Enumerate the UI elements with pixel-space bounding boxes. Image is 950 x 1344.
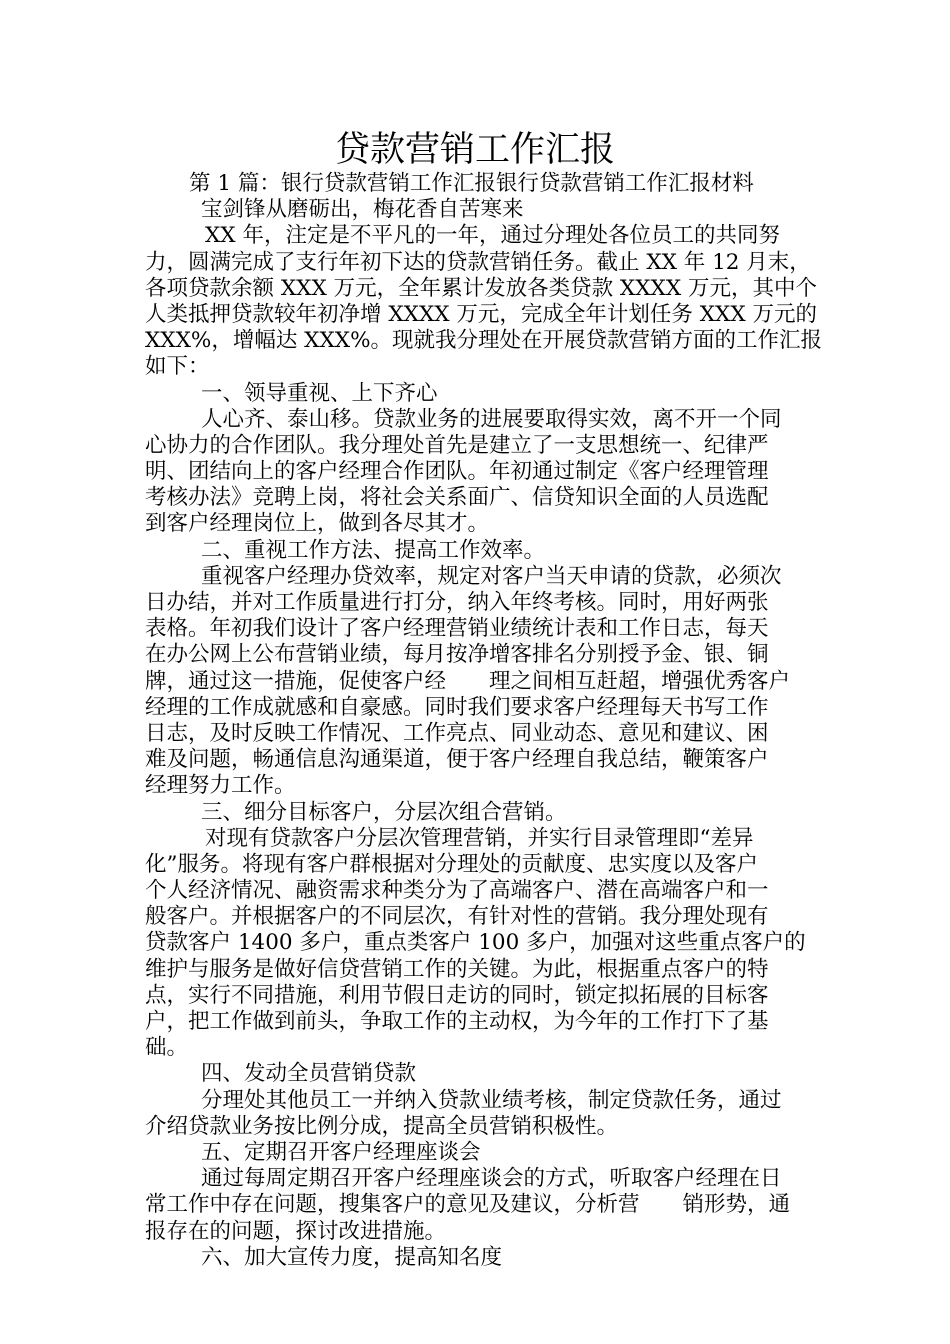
text-line: 个人经济情况、融资需求种类分为了高端客户、潜在高端客户和一 (145, 878, 769, 904)
text-line: 二、重视工作方法、提高工作效率。 (201, 537, 546, 563)
document-title: 贷款营销工作汇报 (334, 130, 615, 170)
text-line: 础。 (145, 1035, 189, 1061)
text-line: 如下： (145, 354, 210, 380)
text-line: 报存在的问题，探讨改进措施。 (145, 1218, 447, 1244)
text-line: 对现有贷款客户分层次管理营销，并实行目录管理即“差异 (205, 825, 754, 851)
text-line: 在办公网上公布营销业绩，每月按净增客排名分别授予金、银、铜 (145, 642, 769, 668)
text-line: 考核办法》竞聘上岗，将社会关系面广、信贷知识全面的人员选配 (145, 485, 769, 511)
text-line: 分理处其他员工一并纳入贷款业绩考核，制定贷款任务，通过 (201, 1087, 782, 1113)
text-line: 日志，及时反映工作情况、工作亮点、同业动态、意见和建议、困 (145, 720, 769, 746)
text-line: 牌，通过这一措施，促使客户经 理之间相互赶超，增强优秀客户 (145, 668, 791, 694)
text-line: 重视客户经理办贷效率，规定对客户当天申请的贷款，必须次 (201, 563, 782, 589)
text-line: 户，把工作做到前头，争取工作的主动权，为今年的工作打下了基 (145, 1009, 769, 1034)
text-line: 人心齐、泰山移。贷款业务的进展要取得实效，离不开一个同 (201, 406, 782, 432)
text-line: 四、发动全员营销贷款 (201, 1061, 417, 1087)
text-line: XXX%，增幅达 XXX%。现就我分理处在开展贷款营销方面的工作汇报 (145, 328, 823, 354)
text-line: 常工作中存在问题，搜集客户的意见及建议，分析营 销形势，通 (145, 1192, 791, 1218)
text-line: 力，圆满完成了支行年初下达的贷款营销任务。截止 XX 年 12 月末， (145, 249, 811, 275)
text-line: 日办结，并对工作质量进行打分，纳入年终考核。同时，用好两张 (145, 590, 769, 615)
text-line: 人类抵押贷款较年初净增 XXXX 万元，完成全年计划任务 XXX 万元的 (145, 301, 817, 327)
text-line: 介绍贷款业务按比例分成，提高全员营销积极性。 (145, 1113, 619, 1139)
text-line: 心协力的合作团队。我分理处首先是建立了一支思想统一、纪律严 (145, 432, 769, 458)
text-line: 经理的工作成就感和自豪感。同时我们要求客户经理每天书写工作 (145, 694, 769, 720)
text-line: 一、领导重视、上下齐心 (201, 380, 438, 406)
text-line: 三、细分目标客户，分层次组合营销。 (201, 799, 567, 825)
text-line: 六、加大宣传力度，提高知名度 (201, 1244, 503, 1270)
text-line: 五、定期召开客户经理座谈会 (201, 1139, 481, 1165)
text-line: 表格。年初我们设计了客户经理营销业绩统计表和工作日志，每天 (145, 616, 769, 642)
text-line: 通过每周定期召开客户经理座谈会的方式，听取客户经理在日 (201, 1166, 782, 1192)
document-body (145, 171, 823, 1271)
text-line: 第 1 篇：银行贷款营销工作汇报银行贷款营销工作汇报材料 (189, 171, 754, 196)
text-line: XX 年，注定是不平凡的一年，通过分理处各位员工的共同努 (205, 223, 780, 249)
text-line: 经理努力工作。 (145, 773, 296, 799)
text-line: 维护与服务是做好信贷营销工作的关键。为此，根据重点客户的特 (145, 956, 769, 982)
text-line: 难及问题，畅通信息沟通渠道，便于客户经理自我总结，鞭策客户 (145, 747, 769, 773)
text-line: 明、团结向上的客户经理合作团队。年初通过制定《客户经理管理 (145, 459, 769, 485)
text-line: 点，实行不同措施，利用节假日走访的同时，锁定拟拓展的目标客 (145, 982, 769, 1008)
text-line: 般客户。并根据客户的不同层次，有针对性的营销。我分理处现有 (145, 904, 769, 930)
text-line: 贷款客户 1400 多户，重点类客户 100 多户，加强对这些重点客户的 (145, 930, 806, 956)
text-line: 宝剑锋从磨砺出，梅花香自苦寒来 (201, 197, 524, 223)
text-line: 到客户经理岗位上，做到各尽其才。 (145, 511, 490, 537)
text-line: 各项贷款余额 XXX 万元，全年累计发放各类贷款 XXXX 万元，其中个 (145, 275, 817, 301)
text-line: 化”服务。将现有客户群根据对分理处的贡献度、忠实度以及客户 (145, 851, 758, 877)
